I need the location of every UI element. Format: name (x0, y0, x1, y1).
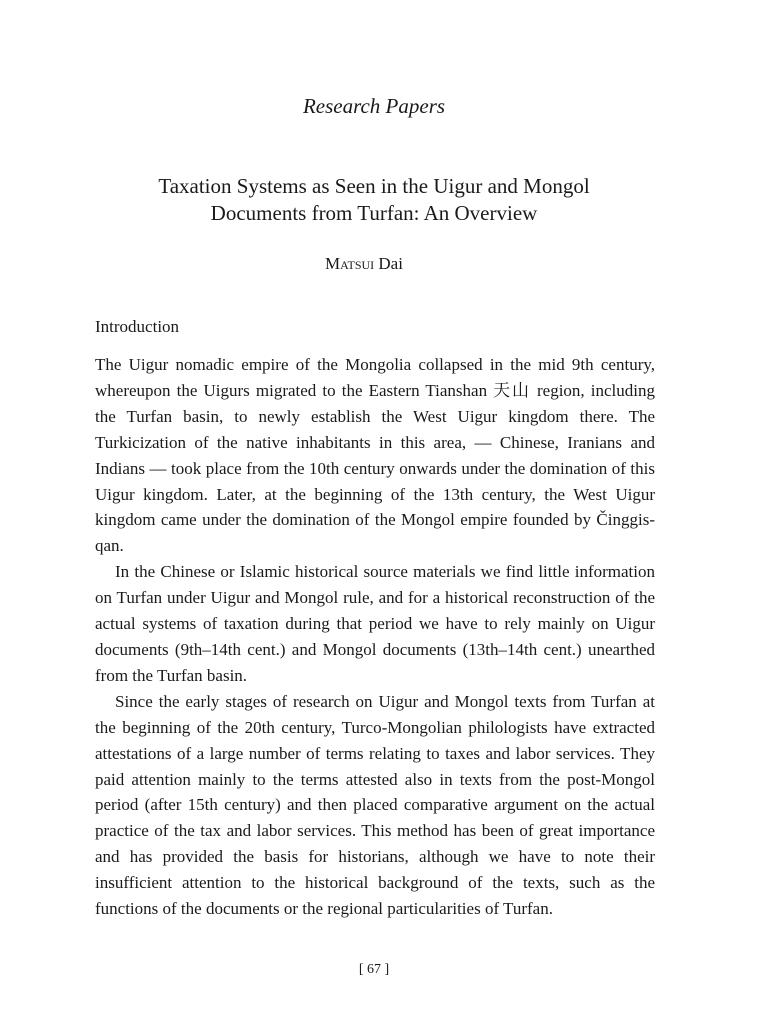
paper-title-line-1: Taxation Systems as Seen in the Uigur and Mongol (158, 174, 590, 198)
author-given-name: Dai (378, 254, 403, 273)
paragraph: The Uigur nomadic empire of the Mongolia collapsed in the mid 9th century, whereupon the Uigurs migrated to the Eastern Tianshan 天山 region, including the Turfan basin, to newly establish the West Uigur kingdom there. The Turkicization of the native inhabitants in this area, — Chinese, Iranians and Indians — took place from the 10th century onwards under the domination of this Uigur kingdom. Later, at the beginning of the 13th century, the West Uigur kingdom came under the domination of the Mongol empire founded by Činggis-qan. (95, 355, 655, 556)
author-family-name: Matsui (325, 254, 375, 273)
section-label: Research Papers (302, 94, 446, 118)
page-number: [ 67 ] (358, 962, 390, 977)
paragraph: Since the early stages of research on Uigur and Mongol texts from Turfan at the beginning of the 20th century, Turco-Mongolian philologists have extracted attestations of a large number of terms relating to taxes and labor services. They paid attention mainly to the terms attested also in texts from the post-Mongol period (after 15th century) and then placed comparative argument on the actual practice of the tax and labor services. This method has been of great importance and has provided the basis for historians, although we have to note their insufficient attention to the historical background of the texts, such as the functions of the documents or the regional particularities of Turfan. (95, 691, 655, 919)
paper-title (84, 173, 664, 227)
body-text (95, 352, 655, 922)
section-heading-introduction: Introduction (95, 317, 180, 336)
paragraph: In the Chinese or Islamic historical source materials we find little information on Turfan under Uigur and Mongol rule, and for a historical reconstruction of the actual systems of taxation during that period we have to rely mainly on Uigur documents (9th–14th cent.) and Mongol documents (13th–14th cent.) unearthed from the Turfan basin. (95, 562, 655, 685)
author-byline (0, 254, 728, 274)
paper-title-line-2: Documents from Turfan: An Overview (210, 201, 538, 225)
